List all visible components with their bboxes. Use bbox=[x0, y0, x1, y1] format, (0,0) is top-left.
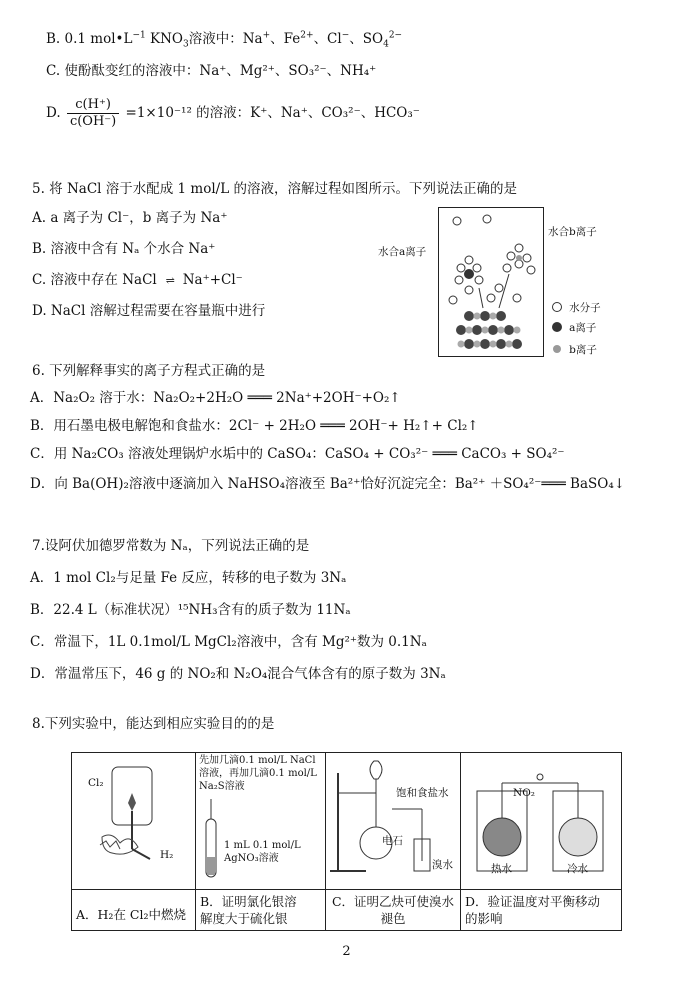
no2-equilibrium-apparatus bbox=[461, 753, 621, 885]
caption-c: C．证明乙炔可使溴水 褪色 bbox=[326, 890, 461, 931]
q6-option-b: B．用石墨电极电解饱和食盐水：2Cl⁻ + 2H₂O ═══ 2OH⁻+ H₂↑+ Cl₂↑ bbox=[30, 418, 479, 434]
water-molecule-icon bbox=[550, 301, 564, 313]
q4-option-c: C. 使酚酞变红的溶液中：Na⁺、Mg²⁺、SO₃²⁻、NH₄⁺ bbox=[46, 63, 377, 79]
q5-stem: 5. 将 NaCl 溶于水配成 1 mol/L 的溶液，溶解过程如图所示。下列说法正确的是 bbox=[32, 181, 517, 197]
q7-option-d: D．常温常压下，46 g 的 NO₂和 N₂O₄混合气体含有的原子数为 3Nₐ bbox=[30, 666, 446, 682]
figure-d-cell bbox=[461, 753, 622, 890]
hydrated-b-label: 水合b离子 bbox=[548, 226, 597, 238]
water-molecule-legend: 水分子 bbox=[550, 298, 601, 317]
a-ion-legend: a离子 bbox=[550, 318, 596, 337]
hydrated-a-label: 水合a离子 bbox=[378, 246, 427, 258]
q5-option-c: C. 溶液中存在 NaCl ⇌ Na⁺+Cl⁻ bbox=[32, 272, 243, 288]
q5-option-d: D. NaCl 溶解过程需要在容量瓶中进行 bbox=[32, 303, 266, 319]
h2-label: H₂ bbox=[160, 849, 174, 861]
no2-label: NO₂ bbox=[513, 787, 536, 799]
concentration-ratio-fraction: $\frac{c(H^+)}{c(OH^-)}$ bbox=[67, 97, 119, 130]
figure-c-cell bbox=[326, 753, 461, 890]
hot-water-label: 热水 bbox=[491, 863, 512, 875]
dissolution-drawing bbox=[439, 208, 543, 356]
experiment-table bbox=[71, 752, 622, 931]
carbide-label: 电石 bbox=[382, 835, 403, 847]
h2-burning-apparatus bbox=[72, 753, 195, 885]
q6-stem: 6. 下列解释事实的离子方程式正确的是 bbox=[32, 363, 266, 379]
b-ion-legend: b离子 bbox=[550, 340, 597, 359]
page-number: 2 bbox=[342, 944, 351, 959]
cold-water-label: 冷水 bbox=[567, 863, 588, 875]
caption-a: A．H₂在 Cl₂中燃烧 bbox=[72, 890, 196, 931]
reversible-arrow-icon: ⇌ bbox=[165, 274, 174, 287]
q4-option-d: D. $\frac{c(H^+)}{c(OH^-)}$ =1×10⁻¹² 的溶液：K⁺、Na⁺、CO₃²⁻、HCO₃⁻ bbox=[46, 97, 420, 129]
q4-option-b: B. 0.1 $mol•L^{-1}$ $KNO_3$溶液中：Na+、$Fe^{2+}$、Cl−、$SO_4^{2-}$ bbox=[46, 30, 403, 50]
q7-option-a: A．1 mol Cl₂与足量 Fe 反应，转移的电子数为 3Nₐ bbox=[30, 570, 347, 586]
b-ion-icon bbox=[550, 343, 564, 355]
caption-d: D．验证温度对平衡移动 的影响 bbox=[461, 890, 622, 931]
figure-a-cell bbox=[72, 753, 196, 890]
q5-option-a: A. a 离子为 Cl⁻，b 离子为 Na⁺ bbox=[32, 210, 228, 226]
figure-b-top-note: 先加几滴0.1 mol/L NaCl 溶液，再加几滴0.1 mol/L Na₂S溶液 bbox=[199, 755, 317, 792]
q7-stem: 7.设阿伏加德罗常数为 Nₐ，下列说法正确的是 bbox=[32, 538, 310, 554]
brine-label: 饱和食盐水 bbox=[396, 787, 449, 799]
q7-option-b: B．22.4 L（标准状况）¹⁵NH₃含有的质子数为 11Nₐ bbox=[30, 602, 351, 618]
q8-stem: 8.下列实验中，能达到相应实验目的的是 bbox=[32, 716, 275, 732]
a-ion-icon bbox=[550, 321, 564, 333]
bromine-water-label: 溴水 bbox=[432, 859, 453, 871]
nacl-dissolution-figure bbox=[438, 207, 544, 357]
q5-option-b: B. 溶液中含有 Nₐ 个水合 Na⁺ bbox=[32, 241, 216, 257]
q6-option-a: A．Na₂O₂ 溶于水：Na₂O₂+2H₂O ═══ 2Na⁺+2OH⁻+O₂↑ bbox=[30, 390, 401, 406]
figure-b-bottom-note: 1 mL 0.1 mol/L AgNO₃溶液 bbox=[224, 840, 301, 864]
figure-b-cell bbox=[196, 753, 326, 890]
q6-option-d: D．向 Ba(OH)₂溶液中逐滴加入 NaHSO₄溶液至 Ba²⁺恰好沉淀完全：Ba²⁺ ＋SO₄²⁻═══ BaSO₄↓ bbox=[30, 476, 626, 492]
caption-b: B．证明氯化银溶 解度大于硫化银 bbox=[196, 890, 326, 931]
cl2-label: Cl₂ bbox=[88, 777, 104, 789]
q7-option-c: C．常温下，1L 0.1mol/L MgCl₂溶液中，含有 Mg²⁺数为 0.1Nₐ bbox=[30, 634, 427, 650]
q6-option-c: C．用 Na₂CO₃ 溶液处理锅炉水垢中的 CaSO₄：CaSO₄ + CO₃²⁻ ═══ CaCO₃ + SO₄²⁻ bbox=[30, 446, 565, 462]
